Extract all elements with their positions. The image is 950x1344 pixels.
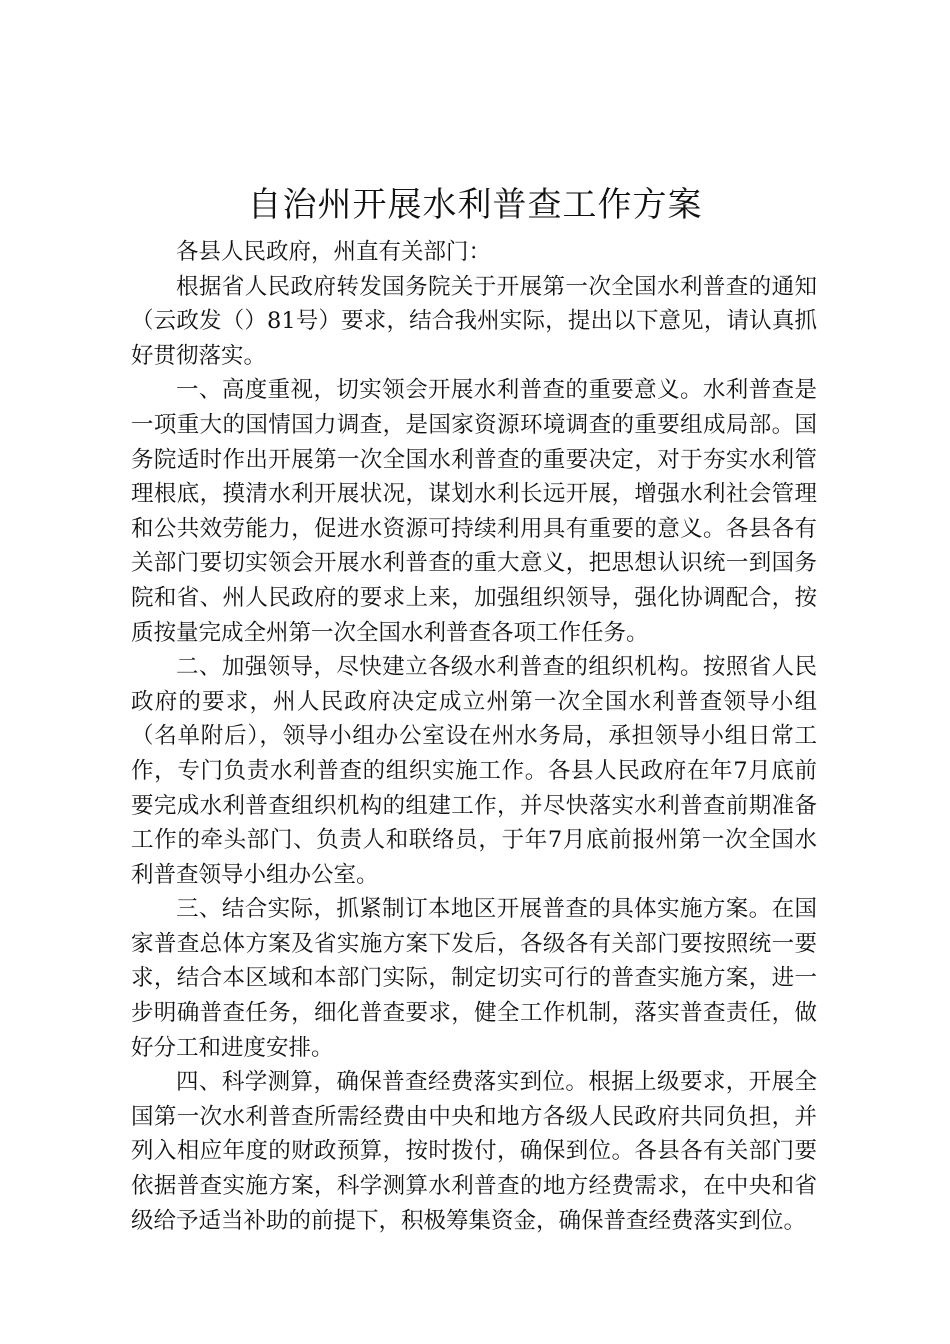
salutation: 各县人民政府，州直有关部门：: [176, 239, 492, 265]
paragraph-section-4: 四、科学测算，确保普查经费落实到位。根据上级要求，开展全国第一次水利普查所需经费由中央和地方各级人民政府共同负担，并列入相应年度的财政预算，按时拨付，确保到位。各县各有关部门要依据普查实施方案，科学测算水利普查的地方经费需求，在中央和省级给予适当补助的前提下，积极筹集资金，确保普查经费落实到位。: [131, 1069, 817, 1234]
document-title: 自治州开展水利普查工作方案: [247, 185, 703, 225]
paragraph-section-3: 三、结合实际，抓紧制订本地区开展普查的具体实施方案。在国家普查总体方案及省实施方案下发后，各级各有关部门要按照统一要求，结合本区域和本部门实际，制定切实可行的普查实施方案，进一步明确普查任务，细化普查要求，健全工作机制，落实普查责任，做好分工和进度安排。: [131, 896, 817, 1061]
paragraph-intro: 根据省人民政府转发国务院关于开展第一次全国水利普查的通知（云政发（）81号）要求，结合我州实际，提出以下意见，请认真抓好贯彻落实。: [131, 273, 817, 369]
paragraph-section-1: 一、高度重视，切实领会开展水利普查的重要意义。水利普查是一项重大的国情国力调查，是国家资源环境调查的重要组成局部。国务院适时作出开展第一次全国水利普查的重要决定，对于夯实水利管理根底，摸清水利开展状况，谋划水利长远开展，增强水利社会管理和公共效劳能力，促进水资源可持续利用具有重要的意义。各县各有关部门要切实领会开展水利普查的重大意义，把思想认识统一到国务院和省、州人民政府的要求上来，加强组织领导，强化协调配合，按质按量完成全州第一次全国水利普查各项工作任务。: [131, 377, 817, 646]
document-body: [131, 235, 817, 1238]
paragraph-section-2: 二、加强领导，尽快建立各级水利普查的组织机构。按照省人民政府的要求，州人民政府决定成立州第一次全国水利普查领导小组（名单附后），领导小组办公室设在州水务局，承担领导小组日常工作，专门负责水利普查的组织实施工作。各县人民政府在年7月底前要完成水利普查组织机构的组建工作，并尽快落实水利普查前期准备工作的牵头部门、负责人和联络员，于年7月底前报州第一次全国水利普查领导小组办公室。: [131, 654, 817, 888]
